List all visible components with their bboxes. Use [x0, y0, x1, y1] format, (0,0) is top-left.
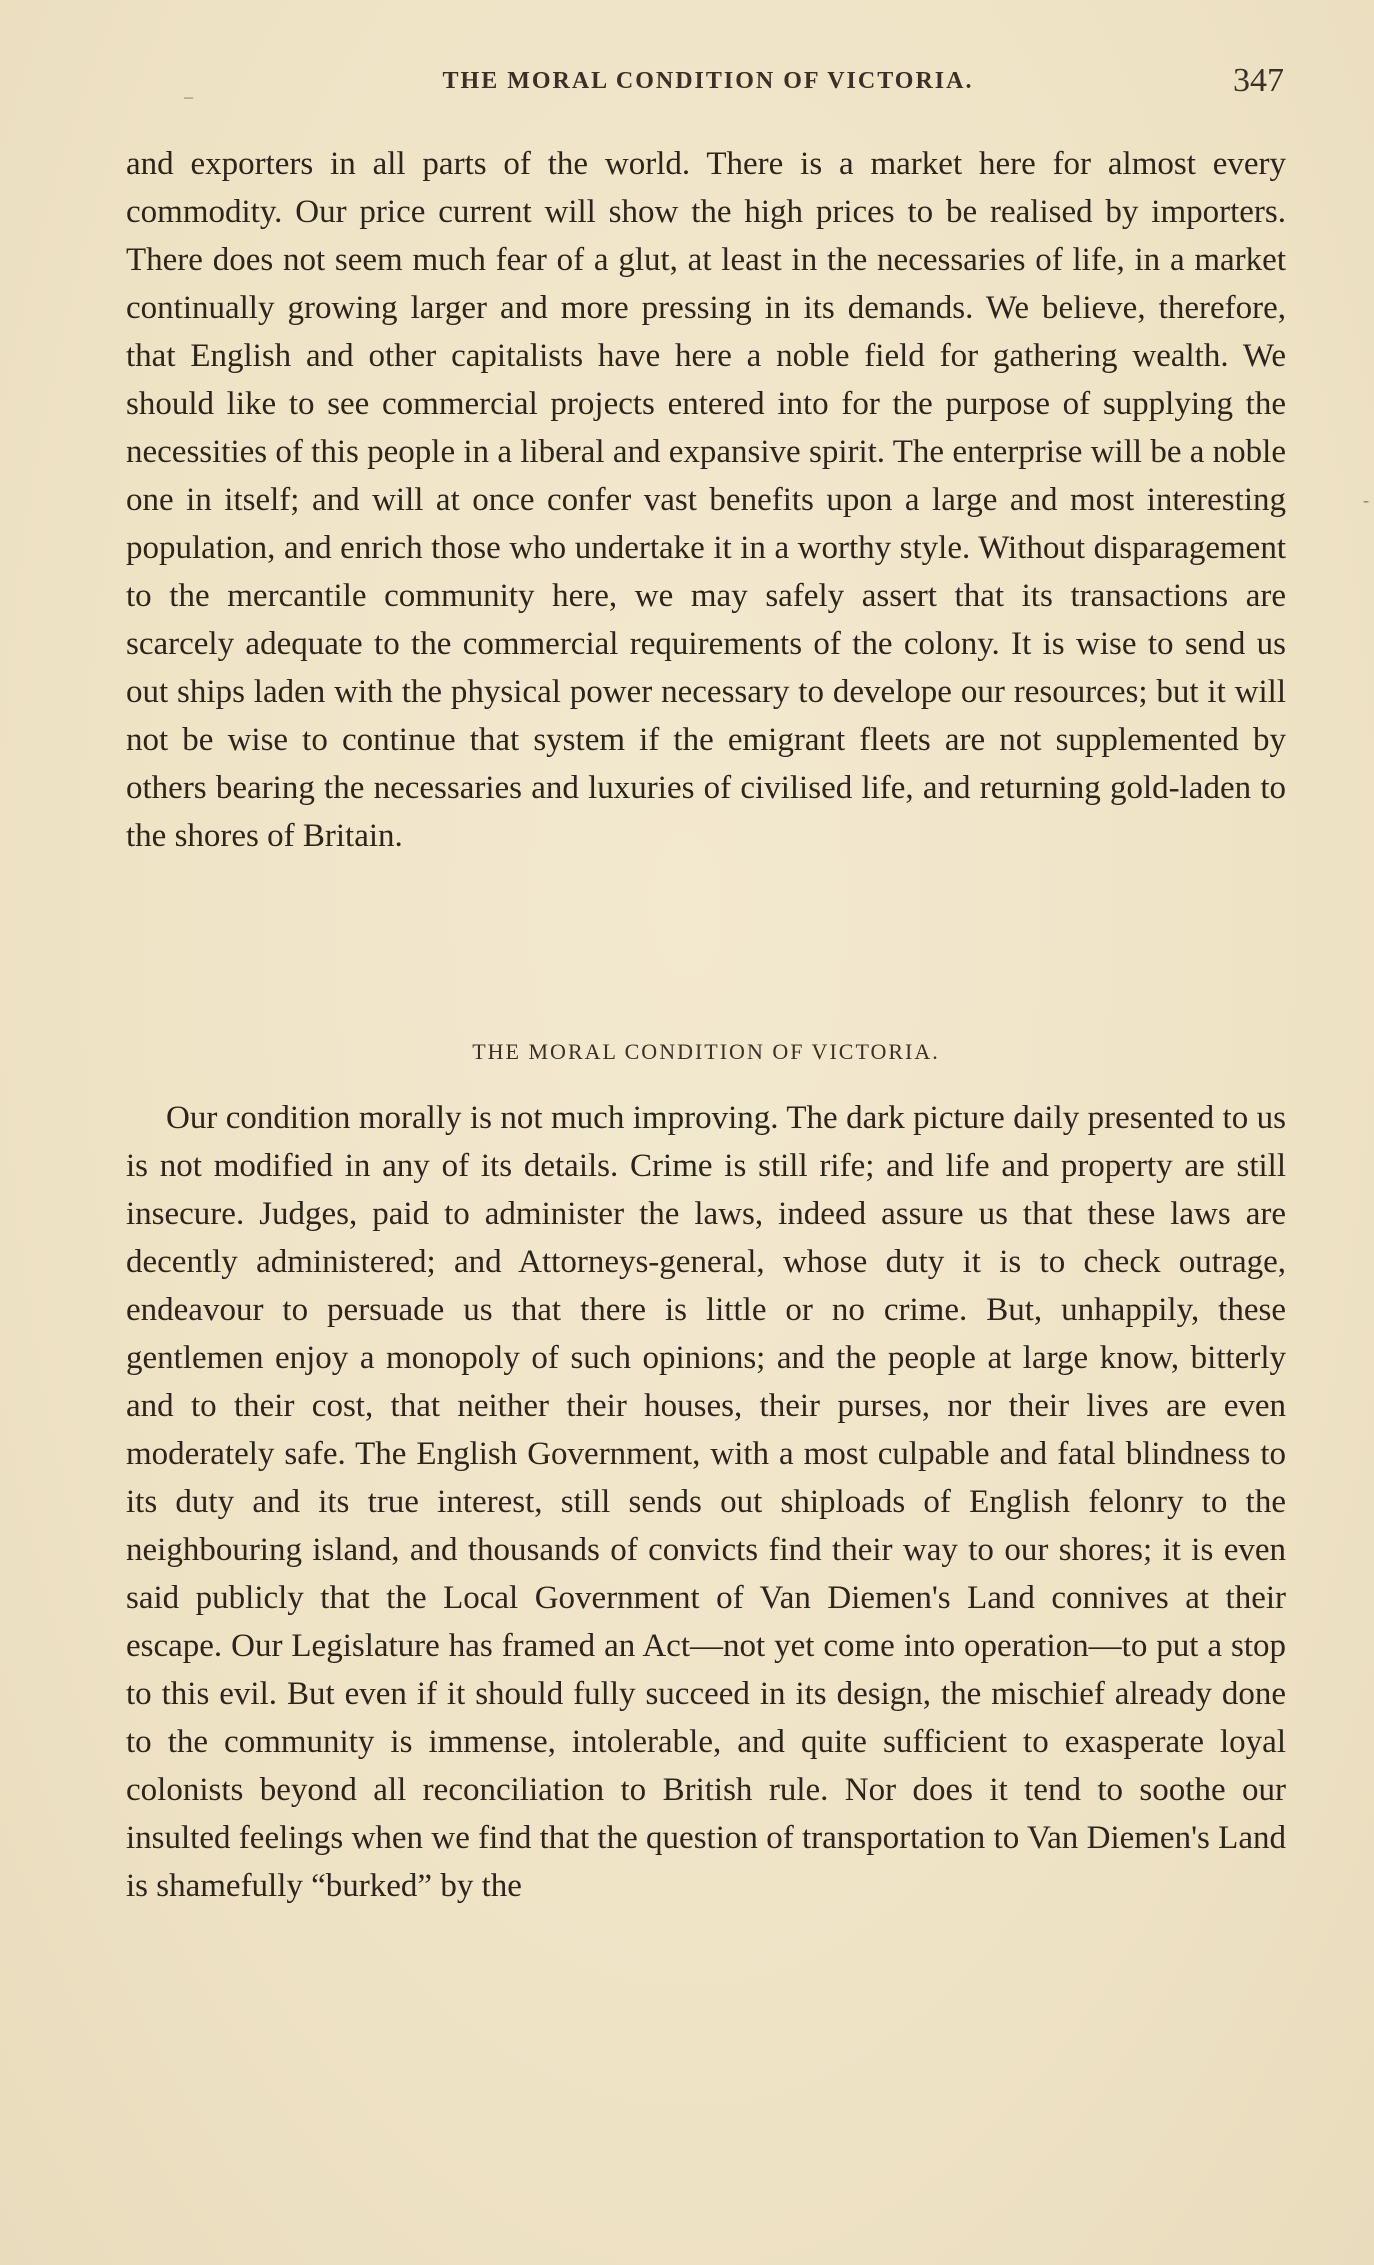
page-mark-left: _: [184, 80, 193, 100]
paragraph-1-text: and exporters in all parts of the world. There is a market here for almost every commodity. Our price current will show the high prices to be realised by importers. There does not seem much fear of a glut, at least in the necessaries of life, in a market continually growing larger and more pressing in its demands. We believe, therefore, that English and other capitalists have here a noble field for gathering wealth. We should like to see commercial projects entered into for the purpose of supplying the necessities of this people in a liberal and expansive spirit. The enterprise will be a noble one in itself; and will at once confer vast benefits upon a large and most interesting population, and enrich those who undertake it in a worthy style. Without disparagement to the mercantile community here, we may safely assert that its transactions are scarcely adequate to the commercial requirements of the colony. It is wise to send us out ships laden with the physical power necessary to develope our resources; but it will not be wise to continue that system if the emigrant fleets are not supplemented by others bearing the necessaries and luxuries of civilised life, and returning gold-laden to the shores of Britain.: [126, 146, 1286, 854]
page-mark-right: -: [1363, 490, 1369, 510]
paragraph-section: [126, 1094, 1286, 1910]
page-number: 347: [1233, 62, 1284, 99]
paragraph-2-text: Our condition morally is not much improving. The dark picture daily presented to us is not modified in any of its details. Crime is still rife; and life and property are still insecure. Judges, paid to administer the laws, indeed assure us that these laws are decently administered; and Attorneys-general, whose duty it is to check outrage, endeavour to persuade us that there is little or no crime. But, unhappily, these gentlemen enjoy a monopoly of such opinions; and the people at large know, bitterly and to their cost, that neither their houses, their purses, nor their lives are even moderately safe. The English Government, with a most culpable and fatal blindness to its duty and its true interest, still sends out shiploads of English felonry to the neighbouring island, and thousands of convicts find their way to our shores; it is even said publicly that the Local Government of Van Diemen's Land connives at their escape. Our Legislature has framed an Act—not yet come into operation—to put a stop to this evil. But even if it should fully succeed in its design, the mischief already done to the community is immense, intolerable, and quite sufficient to exasperate loyal colonists beyond all reconciliation to British rule. Nor does it tend to soothe our insulted feelings when we find that the question of transportation to Van Diemen's Land is shamefully “burked” by the: [126, 1100, 1286, 1904]
running-title: THE MORAL CONDITION OF VICTORIA.: [442, 68, 974, 94]
paragraph-continued: [126, 140, 1286, 860]
section-heading: THE MORAL CONDITION OF VICTORIA.: [472, 1039, 940, 1064]
running-head: [128, 62, 1288, 108]
